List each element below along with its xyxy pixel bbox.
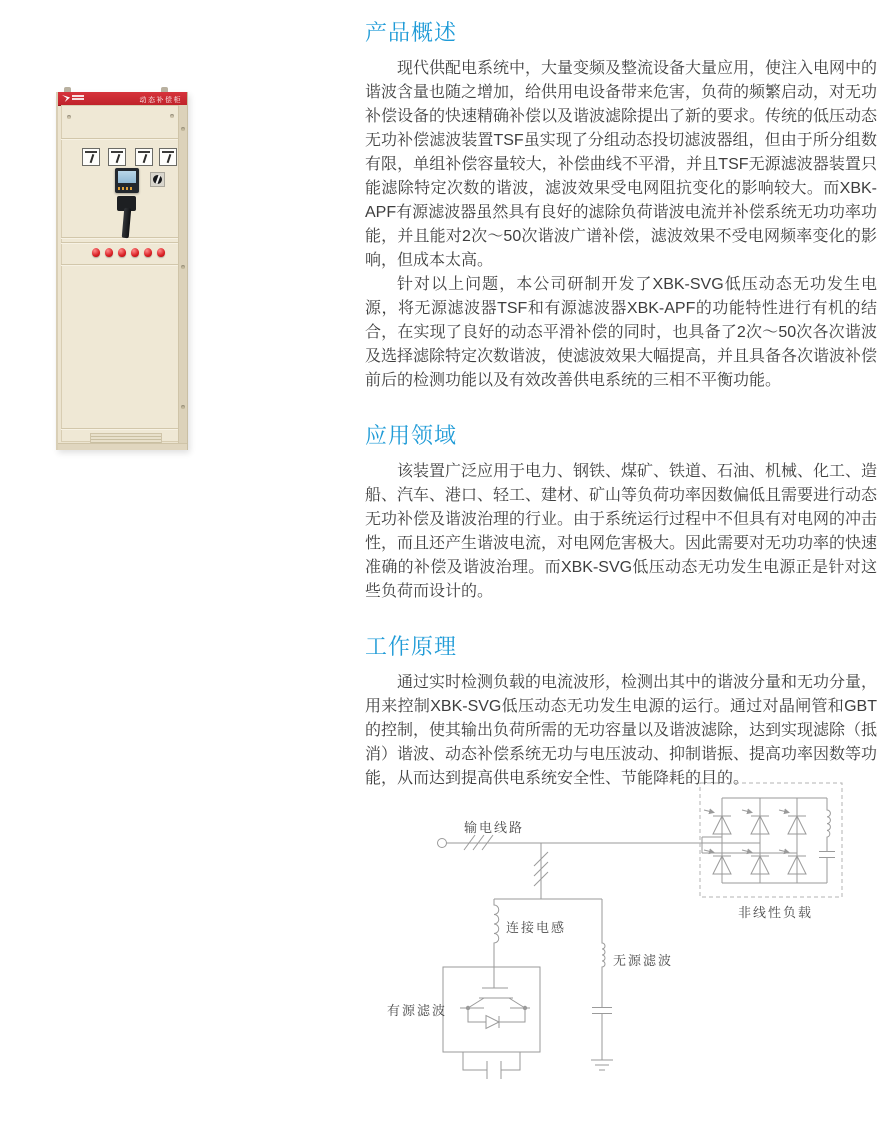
panel-seam (61, 428, 179, 429)
indicator-light (105, 248, 113, 257)
cabinet-label: 动态补偿柜 (139, 96, 182, 104)
panel-seam (61, 237, 179, 238)
diode-loop (468, 1008, 525, 1022)
ground-symbol (591, 1060, 613, 1070)
controller-screen (118, 171, 136, 183)
controller-display (115, 168, 139, 193)
passive-filter-label: 无源滤波 (613, 953, 674, 968)
nonlinear-load-box (700, 783, 842, 897)
brand-logo-icon (62, 95, 70, 102)
section-heading: 应用领域 (365, 423, 458, 448)
indicator-light (144, 248, 152, 257)
indicator-light (131, 248, 139, 257)
transmission-line-label: 输电线路 (464, 820, 525, 835)
cabinet-header-band (58, 92, 187, 106)
igbt-symbol (468, 988, 525, 1008)
compensation-cabinet (56, 92, 188, 450)
hinge (181, 127, 185, 131)
rotary-switch (150, 172, 165, 187)
passive-filter-capacitor (592, 1008, 612, 1061)
circuit-diagram (380, 780, 882, 1126)
section-working-principle (365, 630, 877, 791)
indicator-light (157, 248, 165, 257)
load-lc-symbol (819, 798, 835, 883)
product-photo (48, 85, 218, 470)
body-paragraph: 现代供配电系统中，大量变频及整流设备大量应用，使注入电网中的谐波含量也随之增加，给供用电设备带来危害，负荷的频繁启动，对无功补偿设备的快速精确补偿以及谐波滤除提出了新的要求。传统的低压动态无功补偿滤波装置TSF虽实现了分组动态投切滤波器组，但由于所分组数有限，单组补偿容量较大，补偿曲线不平滑，并且TSF无源滤波器装置只能滤除特定次数的谐波，滤波效果受电网阻抗变化的影响较大。而XBK-APF有源滤波器虽然具有良好的滤除负荷谐波电流并补偿系统无功功率功能，并且能对2次～50次谐波广谱补偿，滤波效果不受电网频率变化的影响，但成本太高。 (365, 60, 878, 269)
indicator-light (118, 248, 126, 257)
analog-meter (135, 148, 153, 166)
thyristor-bridge (704, 810, 806, 874)
cabinet-base (58, 443, 187, 450)
hinge (181, 265, 185, 269)
controller-buttons (118, 187, 134, 190)
panel-seam (61, 138, 179, 139)
panel-seam (61, 264, 179, 265)
body-paragraph: 通过实时检测负载的电流波形，检测出其中的谐波分量和无功分量，用来控制XBK-SVG低压动态无功发生电源的运行。通过对晶闸管和GBT的控制，使其输出负荷所需的无功容量以及谐波滤除，达到实现滤除（抵消）谐波、动态补偿系统无功与电压波动、抑制谐振、提高功率因数等功能，从而达到提高供电系统安全性、节能降耗的目的。 (365, 674, 878, 787)
body-paragraph: 针对以上问题，本公司研制开发了XBK-SVG低压动态无功发生电源，将无源滤波器TSF和有源滤波器XBK-APF的功能特性进行有机的结合，在实现了良好的动态平滑补偿的同时，也具备了2次～50次各次谐波及选择滤除特定次数谐波，使滤波效果大幅提高，并且具备各次谐波补偿前后的检测功能以及有效改善供电系统的三相不平衡功能。 (365, 276, 878, 389)
analog-meter (108, 148, 126, 166)
source-terminal (438, 839, 447, 848)
connecting-inductor-label: 连接电感 (506, 920, 567, 935)
hinge (181, 405, 185, 409)
screw (170, 114, 174, 118)
cabinet-side-panel (178, 105, 187, 450)
nonlinear-load-label: 非线性负载 (738, 905, 814, 920)
section-heading: 产品概述 (365, 20, 458, 45)
section-application-fields (365, 419, 877, 604)
active-filter-label: 有源滤波 (387, 1003, 448, 1018)
brand-logo-text (72, 95, 84, 102)
analog-meter (82, 148, 100, 166)
diode-symbol (486, 1016, 499, 1029)
dc-capacitor-symbol (463, 1052, 520, 1079)
analog-meter (159, 148, 177, 166)
screw (67, 115, 71, 119)
section-heading: 工作原理 (365, 634, 458, 659)
panel-seam (61, 242, 179, 243)
body-paragraph: 该装置广泛应用于电力、钢铁、煤矿、铁道、石油、机械、化工、造船、汽车、港口、轻工、建材、矿山等负荷功率因数偏低且需要进行动态无功补偿及谐波治理的行业。由于系统运行过程中不但具有对电网的冲击性，而且还产生谐波电流，对电网危害极大。因此需要对无功功率的快速准确的补偿及谐波治理。而XBK-SVG低压动态无功发生电源正是针对这些负荷而设计的。 (365, 463, 878, 600)
content-column (365, 16, 877, 817)
passive-filter-inductor (602, 899, 605, 1007)
connecting-inductor-symbol (494, 899, 499, 988)
indicator-light (92, 248, 100, 257)
section-product-overview (365, 16, 877, 393)
